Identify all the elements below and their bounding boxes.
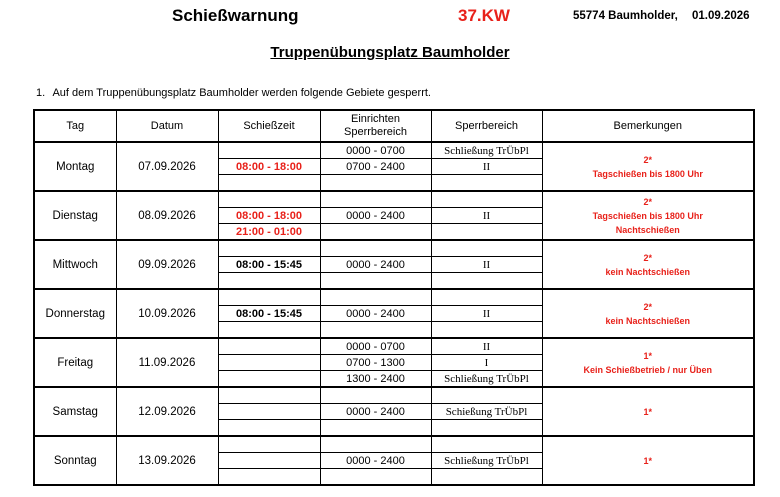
shooting-time-cell: 08:00 - 18:00 <box>218 159 320 175</box>
remarks-cell <box>542 240 754 289</box>
setup-area-cell <box>320 420 431 437</box>
shooting-time-cell <box>218 453 320 469</box>
remark-line: kein Nachtschießen <box>605 315 691 326</box>
restricted-area-cell <box>431 289 542 306</box>
setup-area-cell: 0000 - 2400 <box>320 404 431 420</box>
remarks-cell <box>542 387 754 436</box>
remark-line: Kein Schießbetrieb / nur Üben <box>583 364 713 375</box>
restricted-area-cell: Schießung TrÜbPl <box>431 404 542 420</box>
restricted-area-cell: I <box>431 355 542 371</box>
table-row <box>34 191 754 208</box>
remark-code: 2* <box>643 196 652 207</box>
shooting-time-cell <box>218 436 320 453</box>
remarks-cell <box>542 191 754 240</box>
shooting-time-cell <box>218 322 320 339</box>
table-row <box>34 142 754 159</box>
shooting-time-cell <box>218 338 320 355</box>
remark-line: Nachtschießen <box>615 224 680 235</box>
document-title: Schießwarnung <box>172 6 299 25</box>
date-cell: 08.09.2026 <box>116 191 218 240</box>
table-header-row <box>34 110 754 142</box>
setup-area-cell <box>320 469 431 486</box>
day-cell: Mittwoch <box>34 240 116 289</box>
col-header-bemerkungen: Bemerkungen <box>542 110 754 142</box>
setup-area-cell: 0000 - 0700 <box>320 142 431 159</box>
restricted-area-cell: II <box>431 306 542 322</box>
col-header-sperrbereich: Sperrbereich <box>431 110 542 142</box>
day-cell: Donnerstag <box>34 289 116 338</box>
remark-code: 1* <box>643 406 652 417</box>
table-row <box>34 338 754 355</box>
date-cell: 11.09.2026 <box>116 338 218 387</box>
setup-area-cell: 0700 - 2400 <box>320 159 431 175</box>
shooting-time-cell <box>218 420 320 437</box>
shooting-time-cell <box>218 175 320 192</box>
day-cell: Montag <box>34 142 116 191</box>
col-header-datum: Datum <box>116 110 218 142</box>
intro-paragraph <box>36 87 431 99</box>
restricted-area-cell: II <box>431 338 542 355</box>
setup-area-cell <box>320 387 431 404</box>
table-row <box>34 387 754 404</box>
schedule-table <box>33 109 755 486</box>
date-cell: 07.09.2026 <box>116 142 218 191</box>
shooting-time-cell <box>218 191 320 208</box>
schedule-body <box>34 142 754 485</box>
restricted-area-cell <box>431 224 542 241</box>
remark-line: Tagschießen bis 1800 Uhr <box>592 168 703 179</box>
remark-code: 2* <box>643 154 652 165</box>
setup-area-cell <box>320 289 431 306</box>
shooting-time-cell <box>218 371 320 388</box>
setup-area-cell <box>320 322 431 339</box>
day-cell: Freitag <box>34 338 116 387</box>
restricted-area-cell <box>431 191 542 208</box>
setup-area-cell: 0000 - 2400 <box>320 208 431 224</box>
setup-area-cell: 0000 - 0700 <box>320 338 431 355</box>
table-row <box>34 240 754 257</box>
date-cell: 12.09.2026 <box>116 387 218 436</box>
restricted-area-cell <box>431 436 542 453</box>
shooting-time-cell <box>218 404 320 420</box>
date-cell: 13.09.2026 <box>116 436 218 485</box>
restricted-area-cell: Schließung TrÜbPl <box>431 371 542 388</box>
remarks-cell <box>542 289 754 338</box>
shooting-time-cell: 21:00 - 01:00 <box>218 224 320 241</box>
issue-date: 01.09.2026 <box>692 10 750 22</box>
day-cell: Sonntag <box>34 436 116 485</box>
place: 55774 Baumholder, <box>573 10 678 22</box>
restricted-area-cell: II <box>431 159 542 175</box>
shooting-time-cell: 08:00 - 18:00 <box>218 208 320 224</box>
restricted-area-cell: Schließung TrÜbPl <box>431 453 542 469</box>
shooting-time-cell <box>218 469 320 486</box>
intro-text: Auf dem Truppenübungsplatz Baumholder werden folgende Gebiete gesperrt. <box>52 87 431 99</box>
restricted-area-cell: II <box>431 208 542 224</box>
setup-area-cell <box>320 273 431 290</box>
shooting-time-cell <box>218 387 320 404</box>
shooting-time-cell <box>218 273 320 290</box>
remarks-cell <box>542 436 754 485</box>
shooting-time-cell <box>218 289 320 306</box>
table-row <box>34 436 754 453</box>
remarks-cell <box>542 142 754 191</box>
shooting-time-cell <box>218 142 320 159</box>
shooting-time-cell <box>218 240 320 257</box>
setup-area-cell <box>320 240 431 257</box>
setup-area-cell <box>320 175 431 192</box>
shooting-time-cell: 08:00 - 15:45 <box>218 306 320 322</box>
setup-area-cell <box>320 436 431 453</box>
restricted-area-cell: Schließung TrÜbPl <box>431 142 542 159</box>
restricted-area-cell: II <box>431 257 542 273</box>
setup-area-cell: 1300 - 2400 <box>320 371 431 388</box>
day-cell: Dienstag <box>34 191 116 240</box>
restricted-area-cell <box>431 322 542 339</box>
col-header-tag: Tag <box>34 110 116 142</box>
shooting-time-cell <box>218 355 320 371</box>
setup-area-cell <box>320 224 431 241</box>
remark-code: 1* <box>643 455 652 466</box>
setup-area-cell: 0000 - 2400 <box>320 257 431 273</box>
remarks-cell <box>542 338 754 387</box>
remark-code: 2* <box>643 301 652 312</box>
remark-line: kein Nachtschießen <box>605 266 691 277</box>
setup-area-cell <box>320 191 431 208</box>
table-row <box>34 289 754 306</box>
restricted-area-cell <box>431 420 542 437</box>
day-cell: Samstag <box>34 387 116 436</box>
setup-area-cell: 0700 - 1300 <box>320 355 431 371</box>
shooting-time-cell: 08:00 - 15:45 <box>218 257 320 273</box>
restricted-area-cell <box>431 240 542 257</box>
restricted-area-cell <box>431 273 542 290</box>
col-header-schiesszeit: Schießzeit <box>218 110 320 142</box>
remark-code: 2* <box>643 252 652 263</box>
remark-line: Tagschießen bis 1800 Uhr <box>592 210 703 221</box>
col-header-einrichten: Einrichten Sperrbereich <box>320 110 431 142</box>
setup-area-cell: 0000 - 2400 <box>320 306 431 322</box>
calendar-week: 37.KW <box>458 6 510 25</box>
date-cell: 09.09.2026 <box>116 240 218 289</box>
date-cell: 10.09.2026 <box>116 289 218 338</box>
restricted-area-cell <box>431 175 542 192</box>
subtitle: Truppenübungsplatz Baumholder <box>270 44 510 61</box>
restricted-area-cell <box>431 469 542 486</box>
restricted-area-cell <box>431 387 542 404</box>
remark-code: 1* <box>643 350 652 361</box>
setup-area-cell: 0000 - 2400 <box>320 453 431 469</box>
intro-number: 1. <box>36 87 46 99</box>
